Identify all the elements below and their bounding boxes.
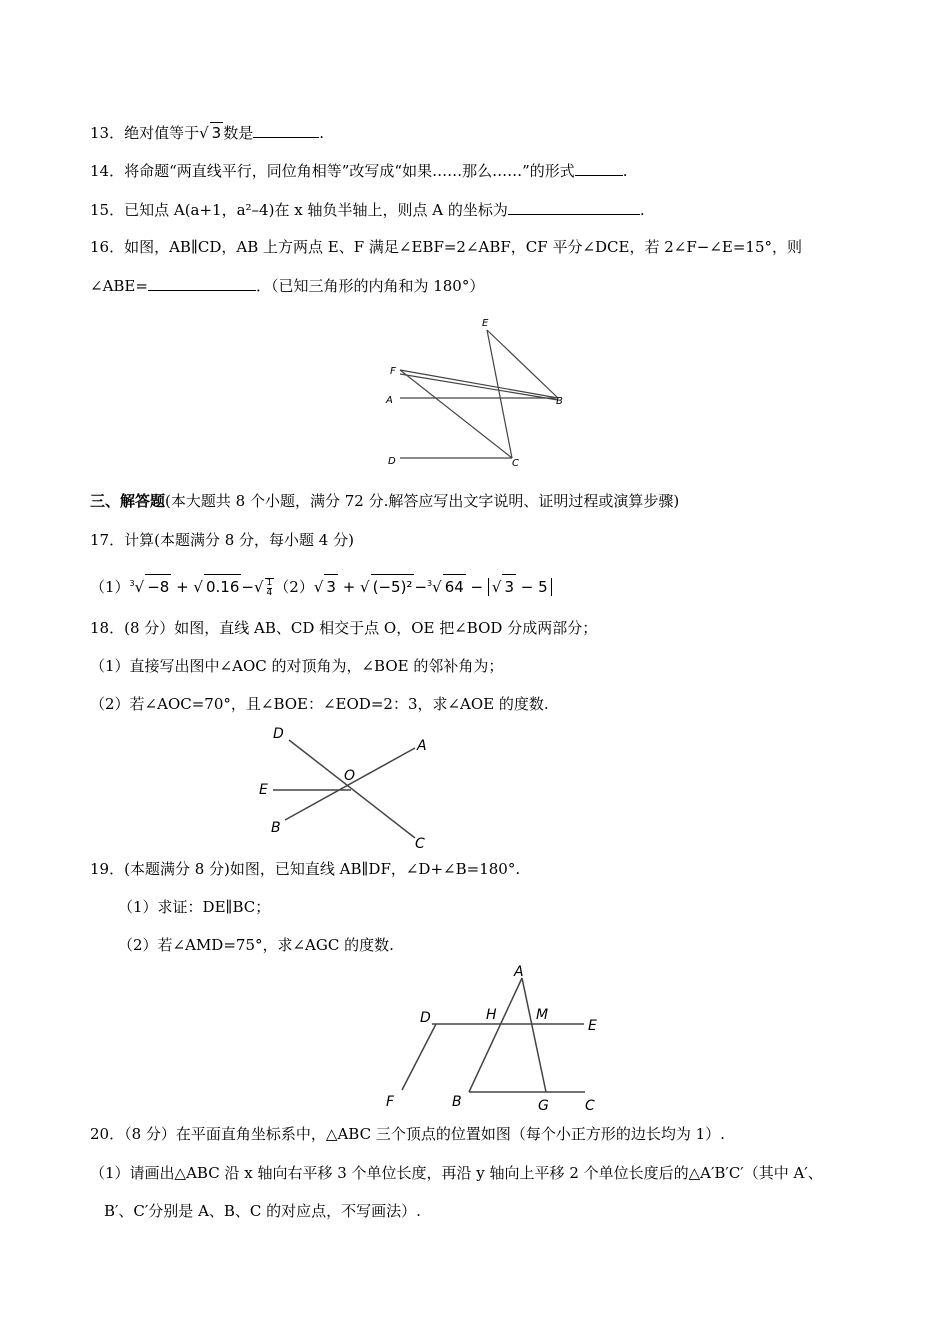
answer-blank[interactable] bbox=[253, 123, 319, 138]
label-M: M bbox=[536, 1007, 549, 1023]
label-F: F bbox=[390, 366, 396, 377]
label-E: E bbox=[259, 782, 268, 798]
answer-blank[interactable] bbox=[508, 200, 640, 215]
label-E: E bbox=[482, 318, 489, 329]
question-18-line1: 18．(8 分）如图，直线 AB、CD 相交于点 O，OE 把∠BOD 分成两部分； bbox=[90, 619, 598, 637]
question-15: 15．已知点 A(a+1，a²–4)在 x 轴负半轴上，则点 A 的坐标为 . bbox=[90, 201, 645, 219]
question-17: 17．计算(本题满分 8 分，每小题 4 分) bbox=[90, 531, 354, 549]
question-13: 13．绝对值等于√ 3 数是 . bbox=[90, 124, 325, 142]
label-A: A bbox=[386, 395, 393, 406]
figure-19 bbox=[380, 962, 610, 1117]
question-18-line2: （1）直接写出图中∠AOC 的对顶角为，∠BOE 的邻补角为； bbox=[90, 657, 504, 675]
question-18-line3: （2）若∠AOC=70°，且∠BOE：∠EOD=2：3，求∠AOE 的度数. bbox=[90, 695, 549, 713]
label-B: B bbox=[452, 1094, 462, 1110]
label-O: O bbox=[344, 768, 356, 784]
answer-blank[interactable] bbox=[575, 161, 623, 176]
label-B: B bbox=[556, 396, 563, 407]
question-20-line2: （1）请画出△ABC 沿 x 轴向右平移 3 个单位长度，再沿 y 轴向上平移 2 个单位长度后的△A′B′C′（其中 A′、 bbox=[90, 1164, 823, 1182]
question-19-line2: （1）求证：DE∥BC； bbox=[118, 898, 271, 916]
answer-blank[interactable] bbox=[148, 276, 256, 291]
figure-16 bbox=[380, 312, 580, 472]
question-20-line3: B′、C′分别是 A、B、C 的对应点，不写画法）. bbox=[104, 1202, 421, 1220]
label-A: A bbox=[514, 964, 524, 980]
label-B: B bbox=[271, 820, 281, 836]
question-17-expressions: $(1)^3√ -8$ + √ $0.16 -√\frac{1}{4}(2)√$ 3 + √ (−5)² −$^3$√ 64 − √ 3 − 5 bbox=[90, 572, 552, 599]
question-19-line1: 19．(本题满分 8 分)如图，已知直线 AB∥DF，∠D+∠B=180°. bbox=[90, 860, 521, 878]
section-3-heading: 三、解答题(本大题共 8 个小题，满分 72 分.解答应写出文字说明、证明过程或演算步骤) bbox=[90, 492, 680, 510]
label-F: F bbox=[386, 1094, 395, 1110]
label-G: G bbox=[538, 1098, 549, 1114]
label-C: C bbox=[585, 1098, 595, 1114]
question-20-line1: 20．（8 分）在平面直角坐标系中，△ABC 三个顶点的位置如图（每个小正方形的边长均为 1）. bbox=[90, 1125, 725, 1143]
question-19-line3: （2）若∠AMD=75°，求∠AGC 的度数. bbox=[118, 936, 394, 954]
label-E: E bbox=[588, 1018, 597, 1034]
question-16-line2: ∠ABE= ．（已知三角形的内角和为 180°） bbox=[90, 277, 485, 295]
label-A: A bbox=[417, 738, 427, 754]
figure-18 bbox=[255, 722, 435, 852]
label-D: D bbox=[388, 456, 396, 467]
label-H: H bbox=[486, 1007, 497, 1023]
label-C: C bbox=[512, 458, 519, 469]
question-14: 14．将命题“两直线平行，同位角相等”改写成“如果……那么……”的形式 . bbox=[90, 162, 628, 180]
sqrt-expression: √ 3 bbox=[199, 124, 222, 142]
label-D: D bbox=[273, 726, 284, 742]
question-16-line1: 16．如图，AB∥CD，AB 上方两点 E、F 满足∠EBF=2∠ABF，CF 平分∠DCE，若 2∠F−∠E=15°，则 bbox=[90, 238, 802, 256]
label-C: C bbox=[415, 836, 425, 852]
label-D: D bbox=[420, 1010, 431, 1026]
